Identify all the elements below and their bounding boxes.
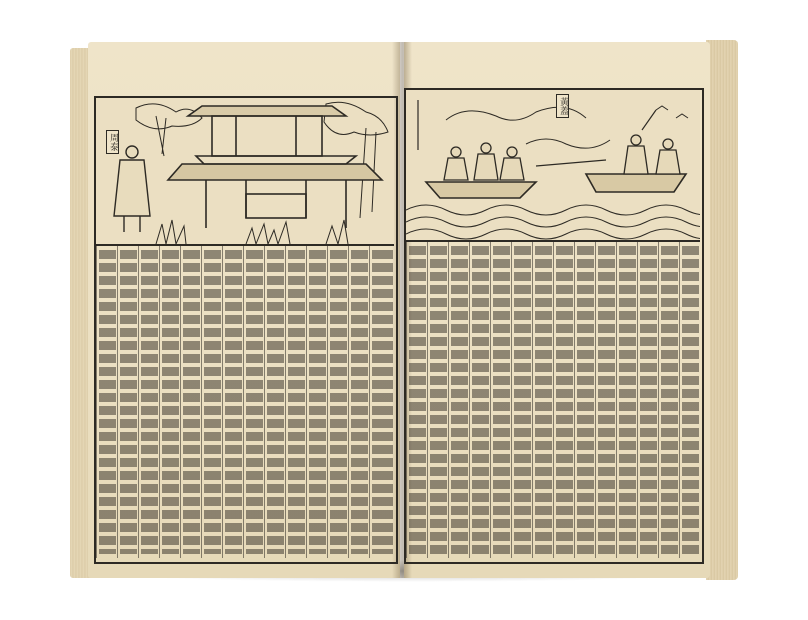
right-illustration-label: 黃蓋 — [556, 94, 569, 118]
right-page-edges — [706, 40, 738, 580]
left-text-columns — [96, 246, 394, 558]
right-text-columns — [406, 242, 700, 558]
left-illustration-label: 周泰 — [106, 130, 119, 154]
